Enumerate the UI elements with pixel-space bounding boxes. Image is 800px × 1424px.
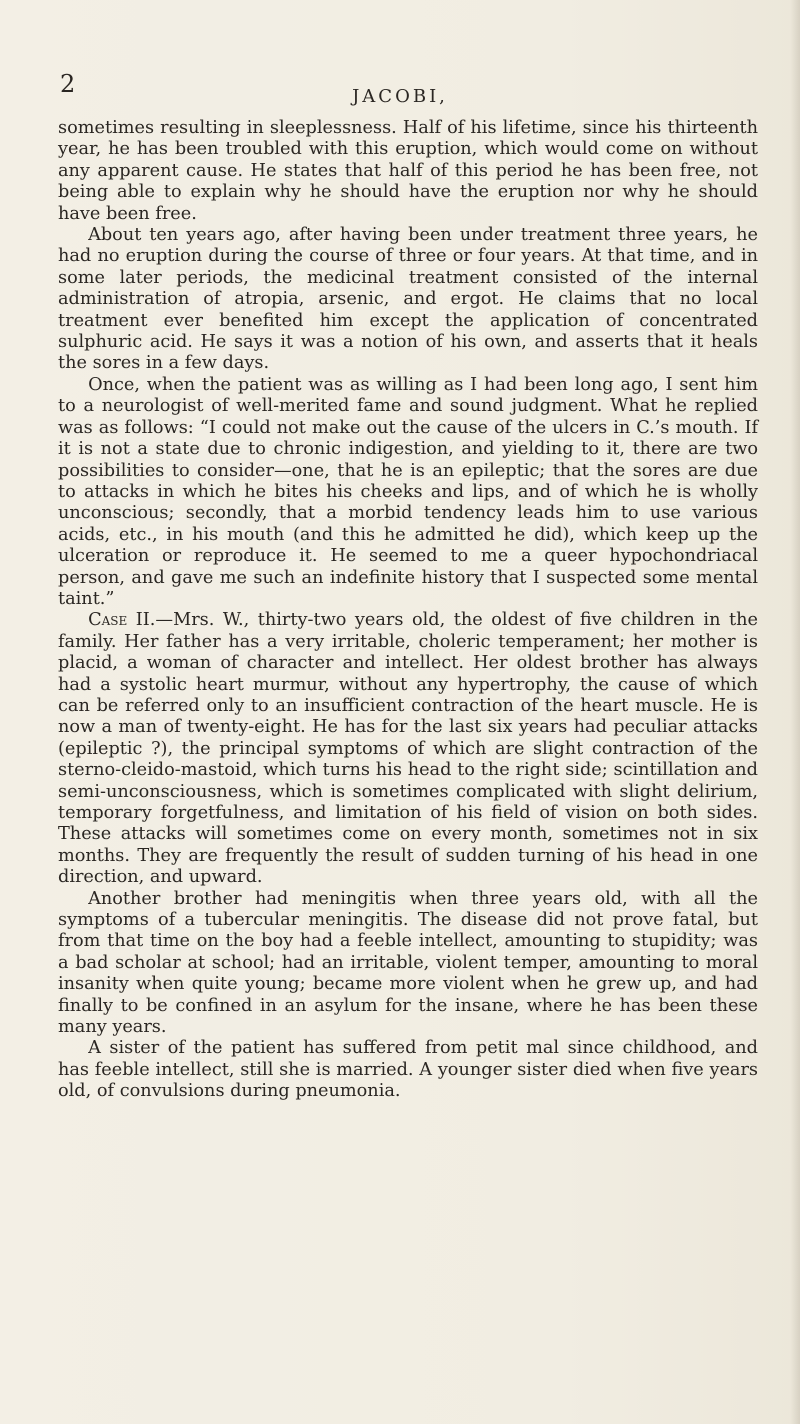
body-text xyxy=(58,118,758,1103)
paragraph-2: About ten years ago, after having been under treatment three years, he had no eruption during the course of three or four years. At that time, and in some later periods, the medicinal treatment consisted of the internal administration of atropia, arsenic, and ergot. He claims that no local treatment ever benefited him except the application of concentrated sulphuric acid. He says it was a notion of his own, and asserts that it heals the sores in a few days. xyxy=(58,225,758,374)
case-2-text: —Mrs. W., thirty-two years old, the oldest of five children in the family. Her father has a very irritable, choleric temperament; her mother is placid, a woman of character and intellect. Her oldest brother has always had a systolic heart murmur, without any hypertrophy, the cause of which can be referred only to an insufficient contraction of the heart muscle. He is now a man of twenty-eight. He has for the last six years had peculiar attacks (epileptic ?), the principal symptoms of which are slight contraction of the sterno-cleido-mastoid, which turns his head to the right side; scintillation and semi-unconsciousness, which is sometimes complicated with slight delirium, temporary forgetfulness, and limitation of his field of vision on both sides. These attacks will sometimes come on every month, sometimes not in six months. They are frequently the result of sudden turning of his head in one direction, and upward. xyxy=(58,610,758,888)
paragraph-6: A sister of the patient has suffered from petit mal since childhood, and has feeble intellect, still she is married. A younger sister died when five years old, of convulsions during pneumonia. xyxy=(58,1038,758,1102)
page-edge-shadow xyxy=(790,0,800,1424)
case-label: Case II. xyxy=(88,610,156,631)
page-number: 2 xyxy=(60,70,76,98)
paragraph-5: Another brother had meningitis when three years old, with all the symptoms of a tubercular meningitis. The disease did not prove fatal, but from that time on the boy had a feeble intellect, amounting to stupidity; was a bad scholar at school; had an irritable, violent temper, amounting to moral insanity when quite young; became more violent when he grew up, and had finally to be confined in an asylum for the insane, where he has been these many years. xyxy=(58,888,758,1038)
paragraph-case-2 xyxy=(58,610,758,888)
running-head: JACOBI, xyxy=(352,86,448,107)
paragraph-3: Once, when the patient was as willing as I had been long ago, I sent him to a neurologist of well-merited fame and sound judgment. What he replied was as follows: “I could not make out the cause of the ulcers in C.’s mouth. If it is not a state due to chronic indigestion, and yielding to it, there are two possibilities to consider—one, that he is an epileptic; that the sores are due to attacks in which he bites his cheeks and lips, and of which he is wholly unconscious; secondly, that a morbid tendency leads him to use various acids, etc., in his mouth (and this he admitted he did), which keep up the ulceration or reproduce it. He seemed to me a queer hypochondriacal person, and gave me such an indefinite history that I suspected some mental taint.” xyxy=(58,374,758,609)
paragraph-1: sometimes resulting in sleeplessness. Half of his lifetime, since his thirteenth year, he has been troubled with this eruption, which would come on without any apparent cause. He states that half of this period he has been free, not being able to explain why he should have the eruption nor why he should have been free. xyxy=(58,118,758,224)
